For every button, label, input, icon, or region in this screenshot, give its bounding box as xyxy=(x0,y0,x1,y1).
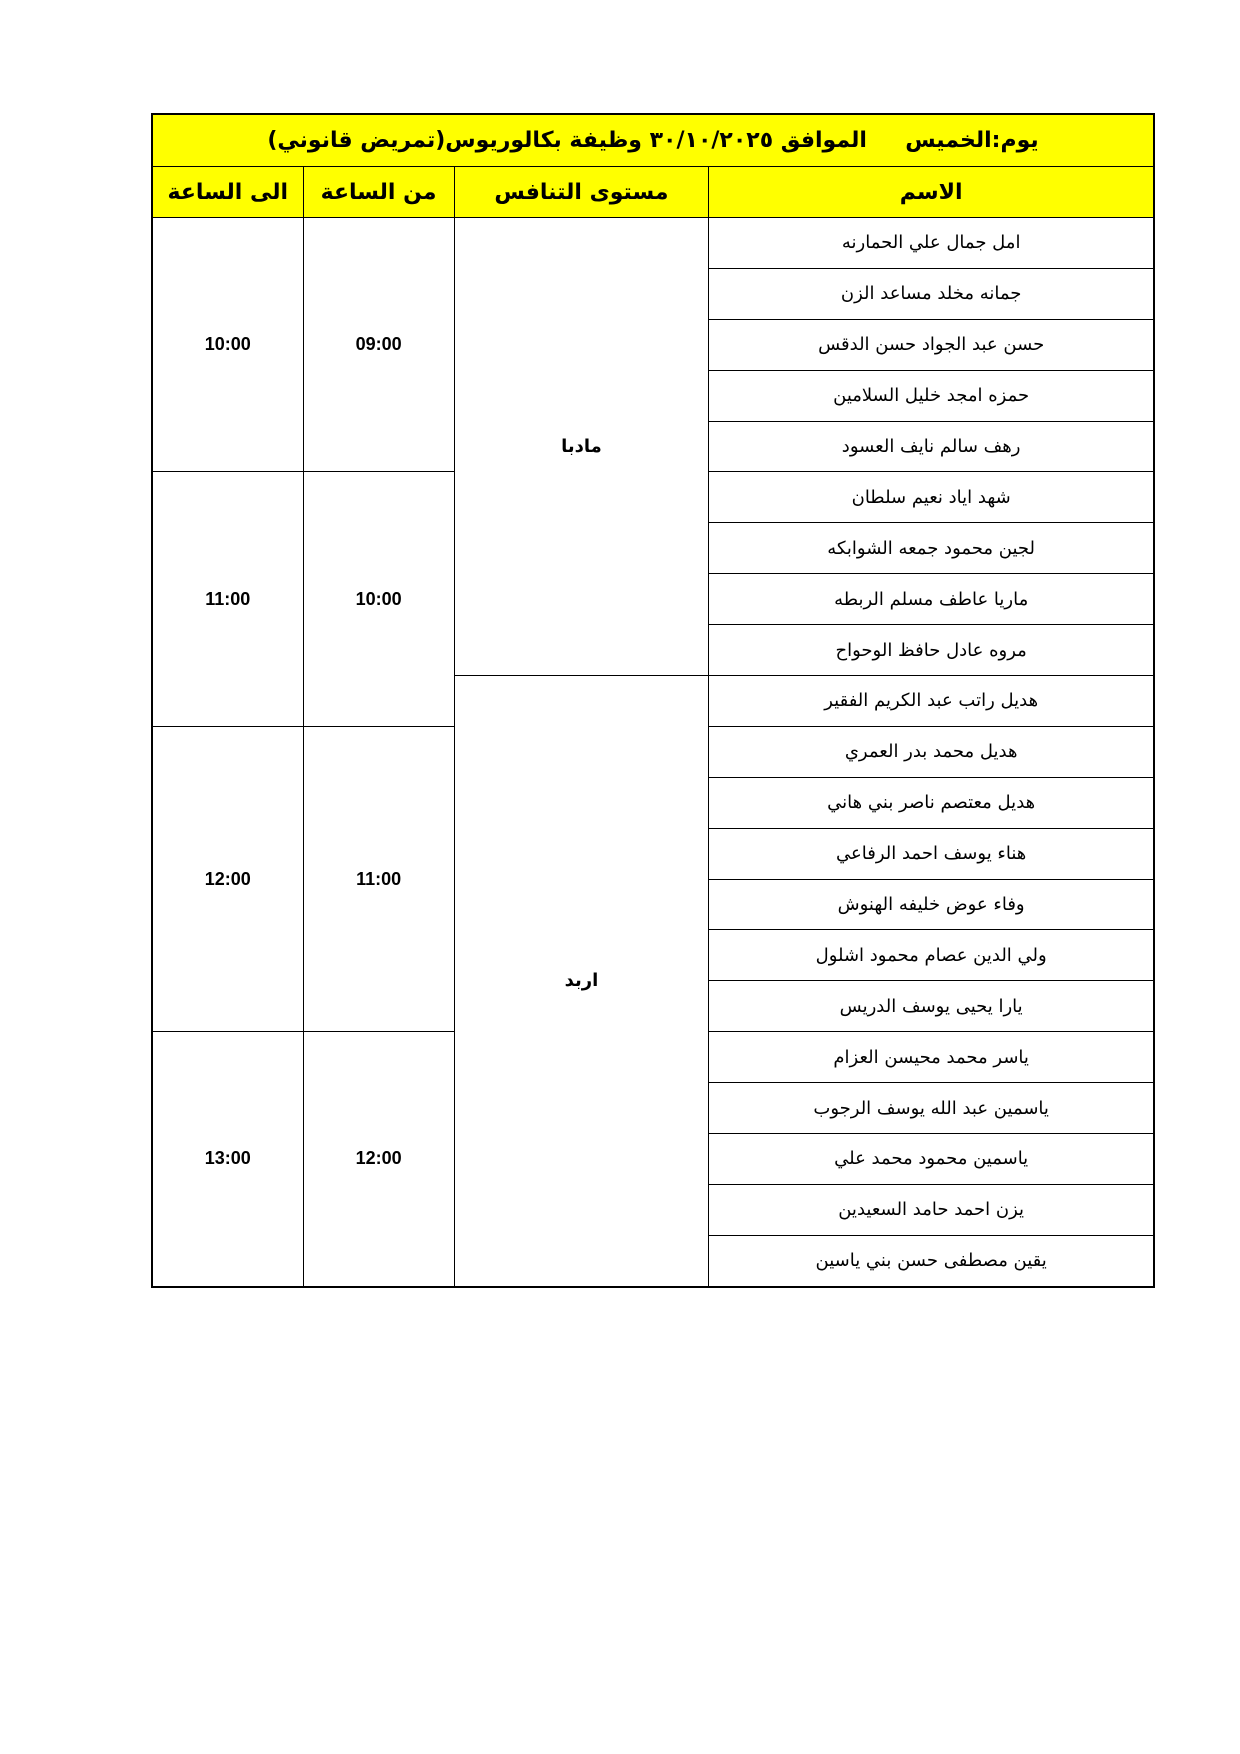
name-cell: ولي الدين عصام محمود اشلول xyxy=(709,930,1154,981)
header-to: الى الساعة xyxy=(152,167,303,218)
name-cell: امل جمال علي الحمارنه xyxy=(709,218,1154,269)
table-title: يوم:الخميس الموافق ٣٠/١٠/٢٠٢٥ وظيفة بكالوريوس(تمريض قانوني) xyxy=(152,114,1154,167)
name-cell: هناء يوسف احمد الرفاعي xyxy=(709,828,1154,879)
name-cell: يارا يحيى يوسف الدريس xyxy=(709,981,1154,1032)
time-from-cell: 09:00 xyxy=(303,218,454,472)
header-name: الاسم xyxy=(709,167,1154,218)
name-cell: ماريا عاطف مسلم الربطه xyxy=(709,574,1154,625)
level-cell: مادبا xyxy=(454,218,709,676)
schedule-table xyxy=(151,113,1155,1288)
time-to-cell: 10:00 xyxy=(152,218,303,472)
name-cell: هديل راتب عبد الكريم الفقير xyxy=(709,676,1154,727)
name-cell: ياسمين محمود محمد علي xyxy=(709,1134,1154,1185)
name-cell: رهف سالم نايف العسود xyxy=(709,421,1154,472)
time-to-cell: 12:00 xyxy=(152,726,303,1031)
name-cell: يقين مصطفى حسن بني ياسين xyxy=(709,1235,1154,1286)
name-cell: هديل معتصم ناصر بني هاني xyxy=(709,777,1154,828)
name-cell: ياسمين عبد الله يوسف الرجوب xyxy=(709,1083,1154,1134)
name-cell: يزن احمد حامد السعيدين xyxy=(709,1184,1154,1235)
name-cell: مروه عادل حافظ الوحواح xyxy=(709,625,1154,676)
time-to-cell: 11:00 xyxy=(152,472,303,726)
header-from: من الساعة xyxy=(303,167,454,218)
time-from-cell: 10:00 xyxy=(303,472,454,726)
table-row xyxy=(152,218,1154,269)
name-cell: حسن عبد الجواد حسن الدقس xyxy=(709,319,1154,370)
level-cell: اربد xyxy=(454,676,709,1287)
name-cell: حمزه امجد خليل السلامين xyxy=(709,370,1154,421)
name-cell: وفاء عوض خليفه الهنوش xyxy=(709,879,1154,930)
name-cell: لجين محمود جمعه الشوابكه xyxy=(709,523,1154,574)
name-cell: شهد اياد نعيم سلطان xyxy=(709,472,1154,523)
time-to-cell: 13:00 xyxy=(152,1032,303,1287)
name-cell: هديل محمد بدر العمري xyxy=(709,726,1154,777)
name-cell: جمانه مخلد مساعد الزن xyxy=(709,268,1154,319)
time-from-cell: 11:00 xyxy=(303,726,454,1031)
header-level: مستوى التنافس xyxy=(454,167,709,218)
name-cell: ياسر محمد محيسن العزام xyxy=(709,1032,1154,1083)
time-from-cell: 12:00 xyxy=(303,1032,454,1287)
